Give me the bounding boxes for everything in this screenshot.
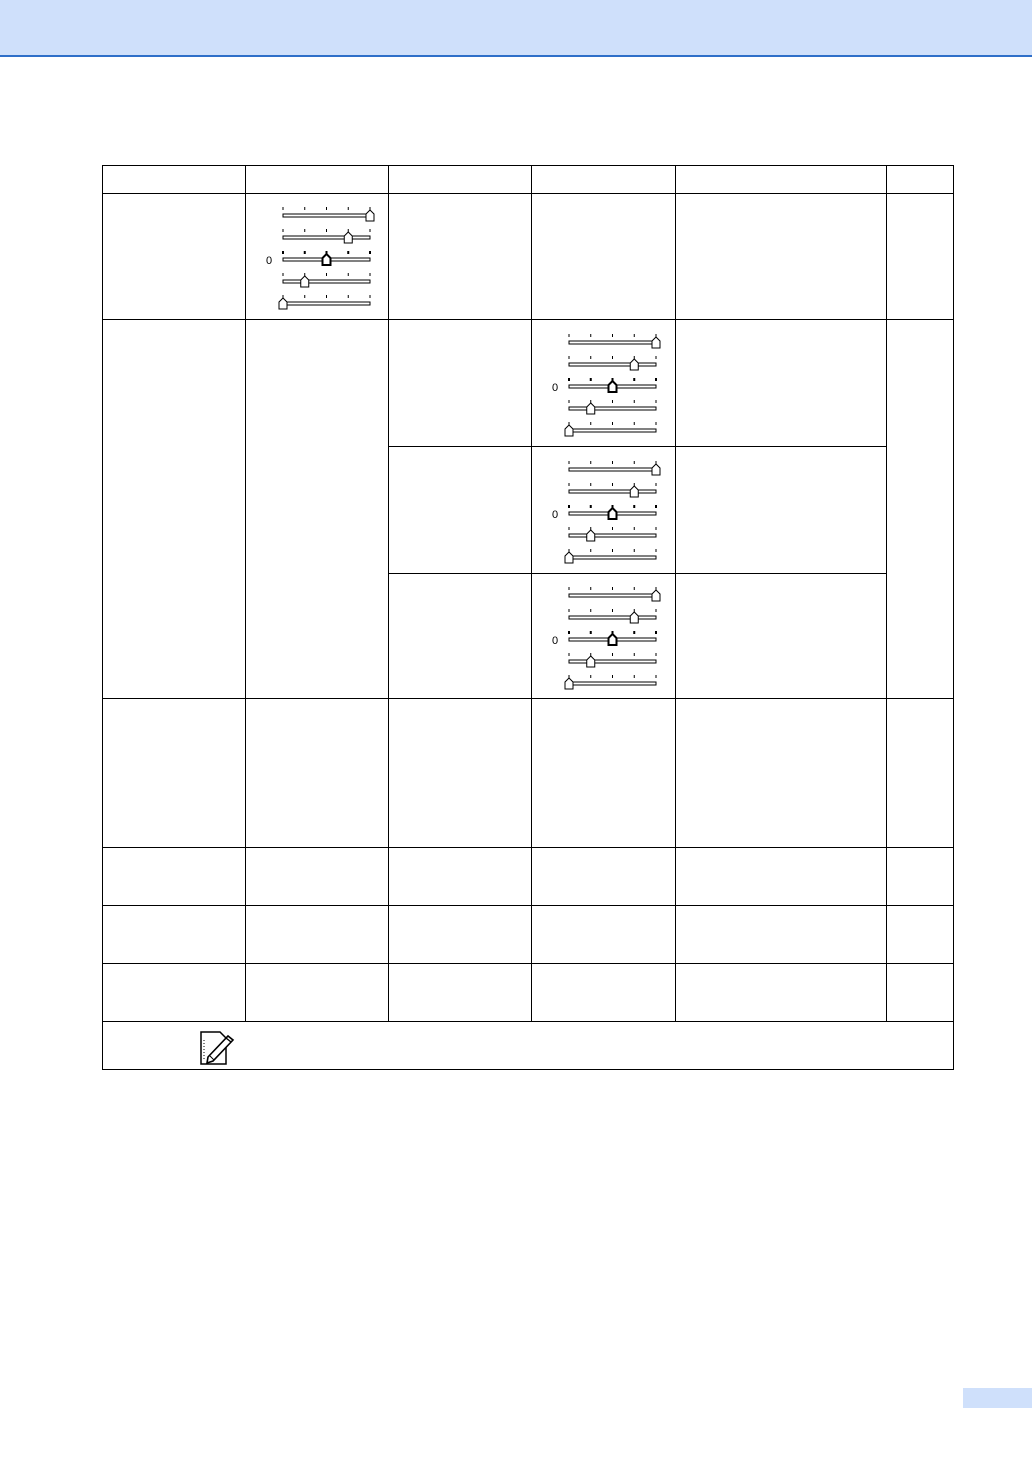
slider-knob	[630, 612, 638, 623]
slider-track	[569, 660, 656, 663]
slider-knob	[587, 656, 595, 667]
slider-knob	[609, 634, 617, 645]
slider-knob	[630, 486, 638, 497]
column-divider	[675, 165, 676, 1022]
slider-zero-label: 0	[552, 509, 559, 521]
slider-track	[569, 429, 656, 432]
slider-track	[569, 594, 656, 597]
table-border-right	[953, 165, 954, 1070]
table-border-top	[102, 165, 954, 166]
sub-row-divider	[388, 573, 887, 574]
slider-knob	[366, 210, 374, 221]
slider-knob	[565, 678, 573, 689]
slider-track	[569, 490, 656, 493]
sub-row-divider	[388, 446, 887, 447]
page-number-tab	[963, 1388, 1032, 1408]
row-divider	[102, 698, 954, 699]
slider-knob	[652, 337, 660, 348]
slider-knob	[587, 403, 595, 414]
slider-track	[283, 280, 370, 283]
row-divider	[102, 319, 954, 320]
row-divider	[102, 847, 954, 848]
slider-knob	[565, 425, 573, 436]
row-divider	[102, 963, 954, 964]
slider-track	[569, 407, 656, 410]
slider-knob	[609, 508, 617, 519]
slider-knob	[652, 464, 660, 475]
level-slider-graphic	[262, 203, 377, 311]
slider-knob	[565, 552, 573, 563]
table-border-left	[102, 165, 103, 1070]
slider-track	[569, 556, 656, 559]
slider-track	[569, 682, 656, 685]
slider-track	[569, 468, 656, 471]
level-slider-graphic	[548, 457, 663, 565]
table-border-bottom	[102, 1069, 954, 1070]
slider-knob	[630, 359, 638, 370]
slider-knob	[652, 590, 660, 601]
level-slider-graphic	[548, 583, 663, 691]
row-divider	[102, 905, 954, 906]
slider-track	[283, 236, 370, 239]
column-divider	[531, 165, 532, 1022]
level-slider-graphic	[548, 330, 663, 438]
column-divider	[245, 165, 246, 1022]
slider-knob	[587, 530, 595, 541]
note-pencil-icon	[198, 1030, 238, 1066]
slider-track	[569, 534, 656, 537]
slider-knob	[301, 276, 309, 287]
slider-knob	[279, 298, 287, 309]
slider-zero-label: 0	[266, 255, 273, 267]
slider-knob	[323, 254, 331, 265]
header-row-divider	[102, 193, 954, 194]
column-divider	[886, 165, 887, 1022]
row-divider	[102, 1021, 954, 1022]
slider-knob	[609, 381, 617, 392]
slider-zero-label: 0	[552, 382, 559, 394]
slider-track	[569, 363, 656, 366]
column-divider	[388, 165, 389, 1022]
slider-track	[283, 302, 370, 305]
slider-track	[283, 214, 370, 217]
slider-zero-label: 0	[552, 635, 559, 647]
slider-knob	[344, 232, 352, 243]
slider-track	[569, 341, 656, 344]
header-band	[0, 0, 1032, 57]
slider-track	[569, 616, 656, 619]
